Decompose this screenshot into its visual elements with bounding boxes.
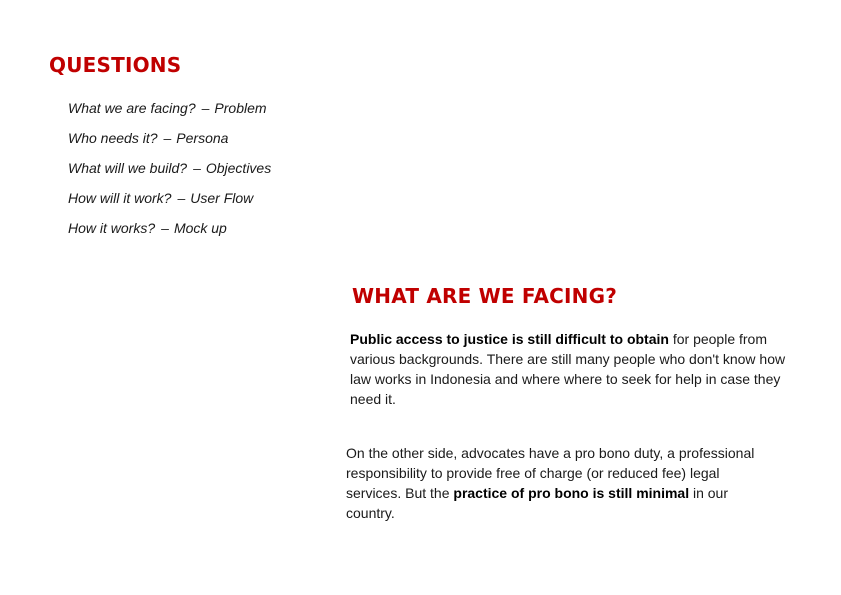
question-text: What we are facing?: [68, 100, 196, 116]
question-item-problem: [68, 97, 271, 127]
question-topic: Mock up: [173, 220, 227, 236]
pro-bono-tail-text: in our country.: [346, 485, 729, 521]
access-to-justice-emphasis: Public access to justice is still difficult to obtain: [350, 331, 669, 347]
question-topic: Objectives: [205, 160, 272, 176]
question-separator: –: [201, 100, 210, 116]
question-text: What will we build?: [68, 160, 188, 176]
question-item-mock-up: [68, 217, 271, 247]
question-separator: –: [193, 160, 201, 176]
question-separator: –: [161, 220, 169, 236]
access-to-justice-text: for people from various backgrounds. There are still many people who don't know how law works in Indonesia and where where to seek for help in case they need it.: [350, 331, 786, 407]
pro-bono-lead-text: On the other side, advocates have a pro bono duty, a professional responsibility to provide free of charge (or reduced fee) legal services. But the: [346, 445, 755, 501]
question-item-objectives: [68, 157, 271, 187]
question-text: How it works?: [68, 220, 156, 236]
question-separator: –: [177, 190, 186, 206]
question-text: Who needs it?: [68, 130, 158, 146]
question-topic: Persona: [176, 130, 229, 146]
question-topic: User Flow: [190, 190, 254, 206]
question-topic: Problem: [214, 100, 267, 116]
questions-heading: QUESTIONS: [49, 53, 182, 77]
question-item-user-flow: [68, 187, 271, 217]
question-separator: –: [163, 130, 172, 146]
question-text: How will it work?: [68, 190, 172, 206]
facing-heading: WHAT ARE WE FACING?: [352, 284, 618, 308]
pro-bono-paragraph: [346, 443, 776, 523]
questions-list: [68, 97, 271, 247]
pro-bono-emphasis: practice of pro bono is still minimal: [453, 485, 690, 501]
question-item-persona: [68, 127, 271, 157]
access-to-justice-paragraph: [350, 329, 790, 409]
